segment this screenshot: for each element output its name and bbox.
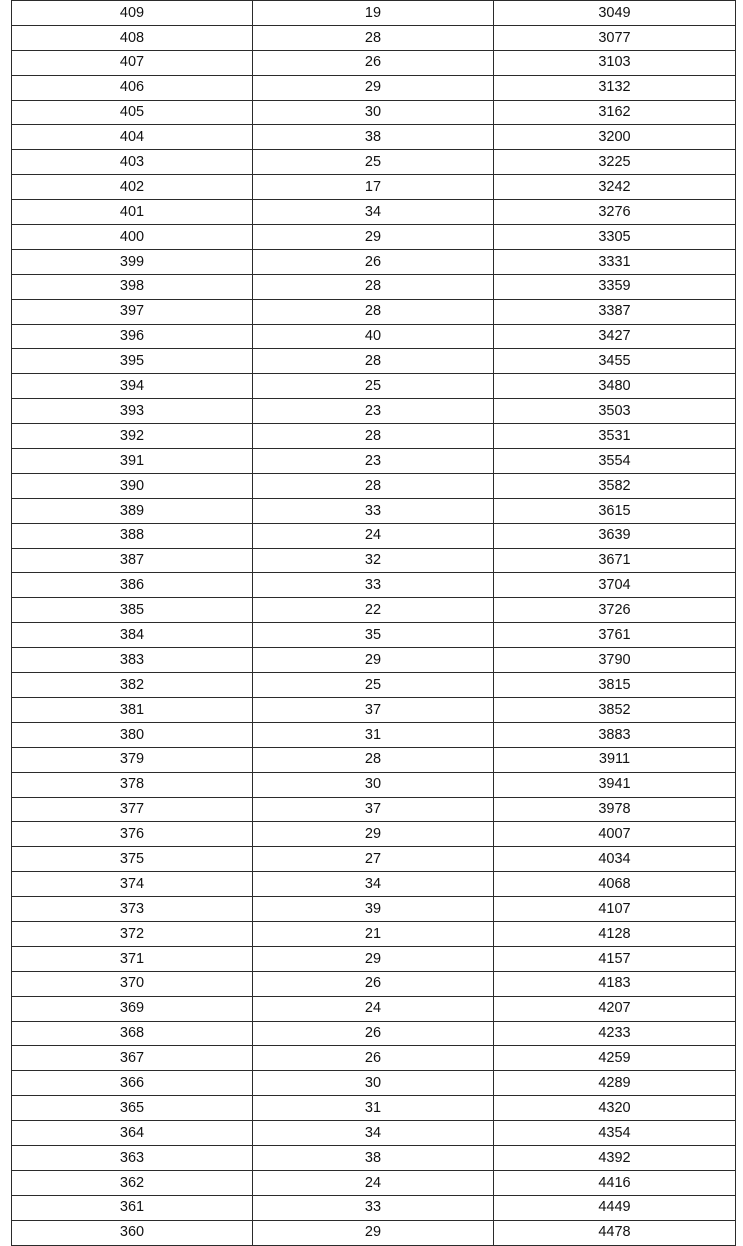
table-cell-col1: 401 xyxy=(12,200,253,225)
table-row xyxy=(12,1071,736,1096)
table-cell-col3: 3242 xyxy=(494,175,736,200)
table-cell-col1: 388 xyxy=(12,523,253,548)
table-row xyxy=(12,249,736,274)
table-cell-col2: 38 xyxy=(253,125,494,150)
table-cell-col1: 399 xyxy=(12,249,253,274)
table-cell-col1: 387 xyxy=(12,548,253,573)
table-cell-col3: 4128 xyxy=(494,921,736,946)
table-cell-col3: 4478 xyxy=(494,1220,736,1245)
table-cell-col1: 365 xyxy=(12,1096,253,1121)
table-cell-col2: 26 xyxy=(253,50,494,75)
table-cell-col1: 368 xyxy=(12,1021,253,1046)
table-cell-col3: 4157 xyxy=(494,946,736,971)
table-cell-col2: 26 xyxy=(253,249,494,274)
table-cell-col1: 375 xyxy=(12,847,253,872)
table-cell-col3: 4034 xyxy=(494,847,736,872)
table-row xyxy=(12,946,736,971)
table-cell-col1: 400 xyxy=(12,225,253,250)
table-cell-col2: 25 xyxy=(253,150,494,175)
table-cell-col1: 374 xyxy=(12,872,253,897)
table-cell-col2: 19 xyxy=(253,1,494,26)
table-row xyxy=(12,25,736,50)
table-cell-col1: 376 xyxy=(12,822,253,847)
table-cell-col2: 34 xyxy=(253,1121,494,1146)
table-row xyxy=(12,125,736,150)
table-cell-col2: 26 xyxy=(253,1021,494,1046)
table-row xyxy=(12,50,736,75)
table-cell-col1: 395 xyxy=(12,349,253,374)
table-cell-col3: 3503 xyxy=(494,399,736,424)
table-cell-col2: 25 xyxy=(253,374,494,399)
table-row xyxy=(12,150,736,175)
table-cell-col1: 379 xyxy=(12,747,253,772)
table-cell-col2: 33 xyxy=(253,498,494,523)
table-cell-col1: 403 xyxy=(12,150,253,175)
table-cell-col1: 391 xyxy=(12,449,253,474)
table-cell-col1: 409 xyxy=(12,1,253,26)
table-cell-col2: 28 xyxy=(253,274,494,299)
table-cell-col1: 377 xyxy=(12,797,253,822)
table-cell-col3: 3455 xyxy=(494,349,736,374)
table-cell-col3: 3132 xyxy=(494,75,736,100)
table-cell-col3: 3103 xyxy=(494,50,736,75)
table-cell-col2: 28 xyxy=(253,747,494,772)
table-cell-col1: 394 xyxy=(12,374,253,399)
data-table xyxy=(11,0,736,1246)
table-row xyxy=(12,573,736,598)
table-cell-col1: 360 xyxy=(12,1220,253,1245)
table-cell-col3: 3639 xyxy=(494,523,736,548)
table-row xyxy=(12,1195,736,1220)
table-row xyxy=(12,648,736,673)
table-cell-col3: 3387 xyxy=(494,299,736,324)
table-cell-col3: 3941 xyxy=(494,772,736,797)
table-cell-col1: 389 xyxy=(12,498,253,523)
table-cell-col1: 362 xyxy=(12,1170,253,1195)
table-row xyxy=(12,1220,736,1245)
table-row xyxy=(12,449,736,474)
table-cell-col3: 3815 xyxy=(494,673,736,698)
table-row xyxy=(12,1121,736,1146)
table-cell-col2: 28 xyxy=(253,424,494,449)
table-row xyxy=(12,822,736,847)
table-row xyxy=(12,473,736,498)
table-row xyxy=(12,523,736,548)
table-cell-col3: 3359 xyxy=(494,274,736,299)
table-cell-col1: 385 xyxy=(12,598,253,623)
table-cell-col3: 3790 xyxy=(494,648,736,673)
table-row xyxy=(12,921,736,946)
table-cell-col2: 23 xyxy=(253,399,494,424)
table-cell-col2: 35 xyxy=(253,623,494,648)
table-cell-col1: 373 xyxy=(12,897,253,922)
table-cell-col1: 407 xyxy=(12,50,253,75)
table-cell-col2: 37 xyxy=(253,797,494,822)
table-cell-col1: 361 xyxy=(12,1195,253,1220)
table-cell-col2: 28 xyxy=(253,25,494,50)
table-cell-col2: 38 xyxy=(253,1145,494,1170)
table-cell-col3: 3761 xyxy=(494,623,736,648)
table-cell-col1: 366 xyxy=(12,1071,253,1096)
table-cell-col3: 3883 xyxy=(494,722,736,747)
table-cell-col2: 27 xyxy=(253,847,494,872)
table-cell-col3: 3200 xyxy=(494,125,736,150)
table-cell-col3: 4183 xyxy=(494,971,736,996)
table-row xyxy=(12,1021,736,1046)
table-cell-col3: 4259 xyxy=(494,1046,736,1071)
table-cell-col2: 34 xyxy=(253,200,494,225)
table-cell-col3: 3978 xyxy=(494,797,736,822)
table-cell-col1: 363 xyxy=(12,1145,253,1170)
table-cell-col2: 28 xyxy=(253,473,494,498)
table-cell-col3: 4416 xyxy=(494,1170,736,1195)
table-row xyxy=(12,1,736,26)
table-row xyxy=(12,1170,736,1195)
table-cell-col2: 21 xyxy=(253,921,494,946)
table-row xyxy=(12,1096,736,1121)
table-cell-col2: 29 xyxy=(253,1220,494,1245)
table-cell-col2: 29 xyxy=(253,648,494,673)
table-row xyxy=(12,324,736,349)
table-row xyxy=(12,722,736,747)
table-cell-col3: 3704 xyxy=(494,573,736,598)
table-cell-col2: 28 xyxy=(253,349,494,374)
table-cell-col1: 378 xyxy=(12,772,253,797)
table-cell-col1: 393 xyxy=(12,399,253,424)
table-cell-col1: 381 xyxy=(12,697,253,722)
table-row xyxy=(12,772,736,797)
table-cell-col2: 17 xyxy=(253,175,494,200)
table-cell-col3: 4068 xyxy=(494,872,736,897)
table-row xyxy=(12,225,736,250)
table-row xyxy=(12,971,736,996)
table-cell-col3: 3531 xyxy=(494,424,736,449)
table-row xyxy=(12,374,736,399)
table-cell-col1: 406 xyxy=(12,75,253,100)
table-cell-col3: 3554 xyxy=(494,449,736,474)
table-row xyxy=(12,996,736,1021)
table-cell-col2: 24 xyxy=(253,1170,494,1195)
table-cell-col2: 25 xyxy=(253,673,494,698)
table-cell-col1: 369 xyxy=(12,996,253,1021)
table-cell-col3: 3911 xyxy=(494,747,736,772)
table-row xyxy=(12,897,736,922)
table-cell-col2: 28 xyxy=(253,299,494,324)
table-cell-col3: 3162 xyxy=(494,100,736,125)
table-cell-col1: 392 xyxy=(12,424,253,449)
table-cell-col2: 29 xyxy=(253,946,494,971)
table-cell-col3: 4289 xyxy=(494,1071,736,1096)
table-cell-col2: 39 xyxy=(253,897,494,922)
table-row xyxy=(12,274,736,299)
table-cell-col1: 372 xyxy=(12,921,253,946)
table-cell-col2: 24 xyxy=(253,523,494,548)
table-row xyxy=(12,598,736,623)
table-row xyxy=(12,697,736,722)
table-cell-col3: 3726 xyxy=(494,598,736,623)
table-cell-col3: 4233 xyxy=(494,1021,736,1046)
table-cell-col1: 404 xyxy=(12,125,253,150)
table-cell-col2: 40 xyxy=(253,324,494,349)
table-cell-col3: 4320 xyxy=(494,1096,736,1121)
table-cell-col3: 3615 xyxy=(494,498,736,523)
table-cell-col3: 3427 xyxy=(494,324,736,349)
table-cell-col1: 408 xyxy=(12,25,253,50)
table-row xyxy=(12,75,736,100)
table-cell-col2: 31 xyxy=(253,722,494,747)
table-row xyxy=(12,175,736,200)
table-cell-col2: 30 xyxy=(253,772,494,797)
table-cell-col3: 3852 xyxy=(494,697,736,722)
table-row xyxy=(12,399,736,424)
table-cell-col2: 33 xyxy=(253,1195,494,1220)
table-row xyxy=(12,1046,736,1071)
table-cell-col1: 396 xyxy=(12,324,253,349)
table-row xyxy=(12,200,736,225)
table-cell-col2: 30 xyxy=(253,100,494,125)
table-cell-col3: 3077 xyxy=(494,25,736,50)
table-row xyxy=(12,872,736,897)
table-cell-col2: 26 xyxy=(253,1046,494,1071)
table-cell-col2: 26 xyxy=(253,971,494,996)
table-row xyxy=(12,299,736,324)
table-cell-col1: 402 xyxy=(12,175,253,200)
table-body xyxy=(12,1,736,1246)
table-cell-col2: 29 xyxy=(253,75,494,100)
table-cell-col1: 364 xyxy=(12,1121,253,1146)
table-cell-col3: 3276 xyxy=(494,200,736,225)
table-cell-col3: 4007 xyxy=(494,822,736,847)
table-cell-col1: 405 xyxy=(12,100,253,125)
table-cell-col3: 3480 xyxy=(494,374,736,399)
table-cell-col3: 3331 xyxy=(494,249,736,274)
table-cell-col3: 3049 xyxy=(494,1,736,26)
table-cell-col2: 33 xyxy=(253,573,494,598)
table-cell-col3: 4207 xyxy=(494,996,736,1021)
table-cell-col3: 3225 xyxy=(494,150,736,175)
table-cell-col2: 32 xyxy=(253,548,494,573)
table-row xyxy=(12,1145,736,1170)
table-cell-col3: 4107 xyxy=(494,897,736,922)
table-cell-col3: 4354 xyxy=(494,1121,736,1146)
table-cell-col1: 390 xyxy=(12,473,253,498)
table-row xyxy=(12,797,736,822)
table-row xyxy=(12,424,736,449)
table-cell-col2: 37 xyxy=(253,697,494,722)
table-cell-col3: 3671 xyxy=(494,548,736,573)
table-cell-col1: 386 xyxy=(12,573,253,598)
table-cell-col2: 24 xyxy=(253,996,494,1021)
table-cell-col3: 3305 xyxy=(494,225,736,250)
table-cell-col1: 380 xyxy=(12,722,253,747)
table-cell-col2: 30 xyxy=(253,1071,494,1096)
table-row xyxy=(12,847,736,872)
table-cell-col1: 398 xyxy=(12,274,253,299)
table-cell-col2: 29 xyxy=(253,225,494,250)
table-cell-col1: 383 xyxy=(12,648,253,673)
table-cell-col3: 4449 xyxy=(494,1195,736,1220)
table-cell-col2: 29 xyxy=(253,822,494,847)
table-cell-col3: 4392 xyxy=(494,1145,736,1170)
table-row xyxy=(12,623,736,648)
table-row xyxy=(12,548,736,573)
table-cell-col2: 22 xyxy=(253,598,494,623)
table-cell-col3: 3582 xyxy=(494,473,736,498)
table-row xyxy=(12,747,736,772)
table-cell-col1: 367 xyxy=(12,1046,253,1071)
table-cell-col1: 382 xyxy=(12,673,253,698)
table-row xyxy=(12,100,736,125)
table-cell-col1: 397 xyxy=(12,299,253,324)
table-row xyxy=(12,349,736,374)
table-cell-col1: 371 xyxy=(12,946,253,971)
table-row xyxy=(12,673,736,698)
table-cell-col2: 23 xyxy=(253,449,494,474)
table-cell-col2: 34 xyxy=(253,872,494,897)
table-row xyxy=(12,498,736,523)
table-cell-col1: 370 xyxy=(12,971,253,996)
table-cell-col2: 31 xyxy=(253,1096,494,1121)
table-cell-col1: 384 xyxy=(12,623,253,648)
